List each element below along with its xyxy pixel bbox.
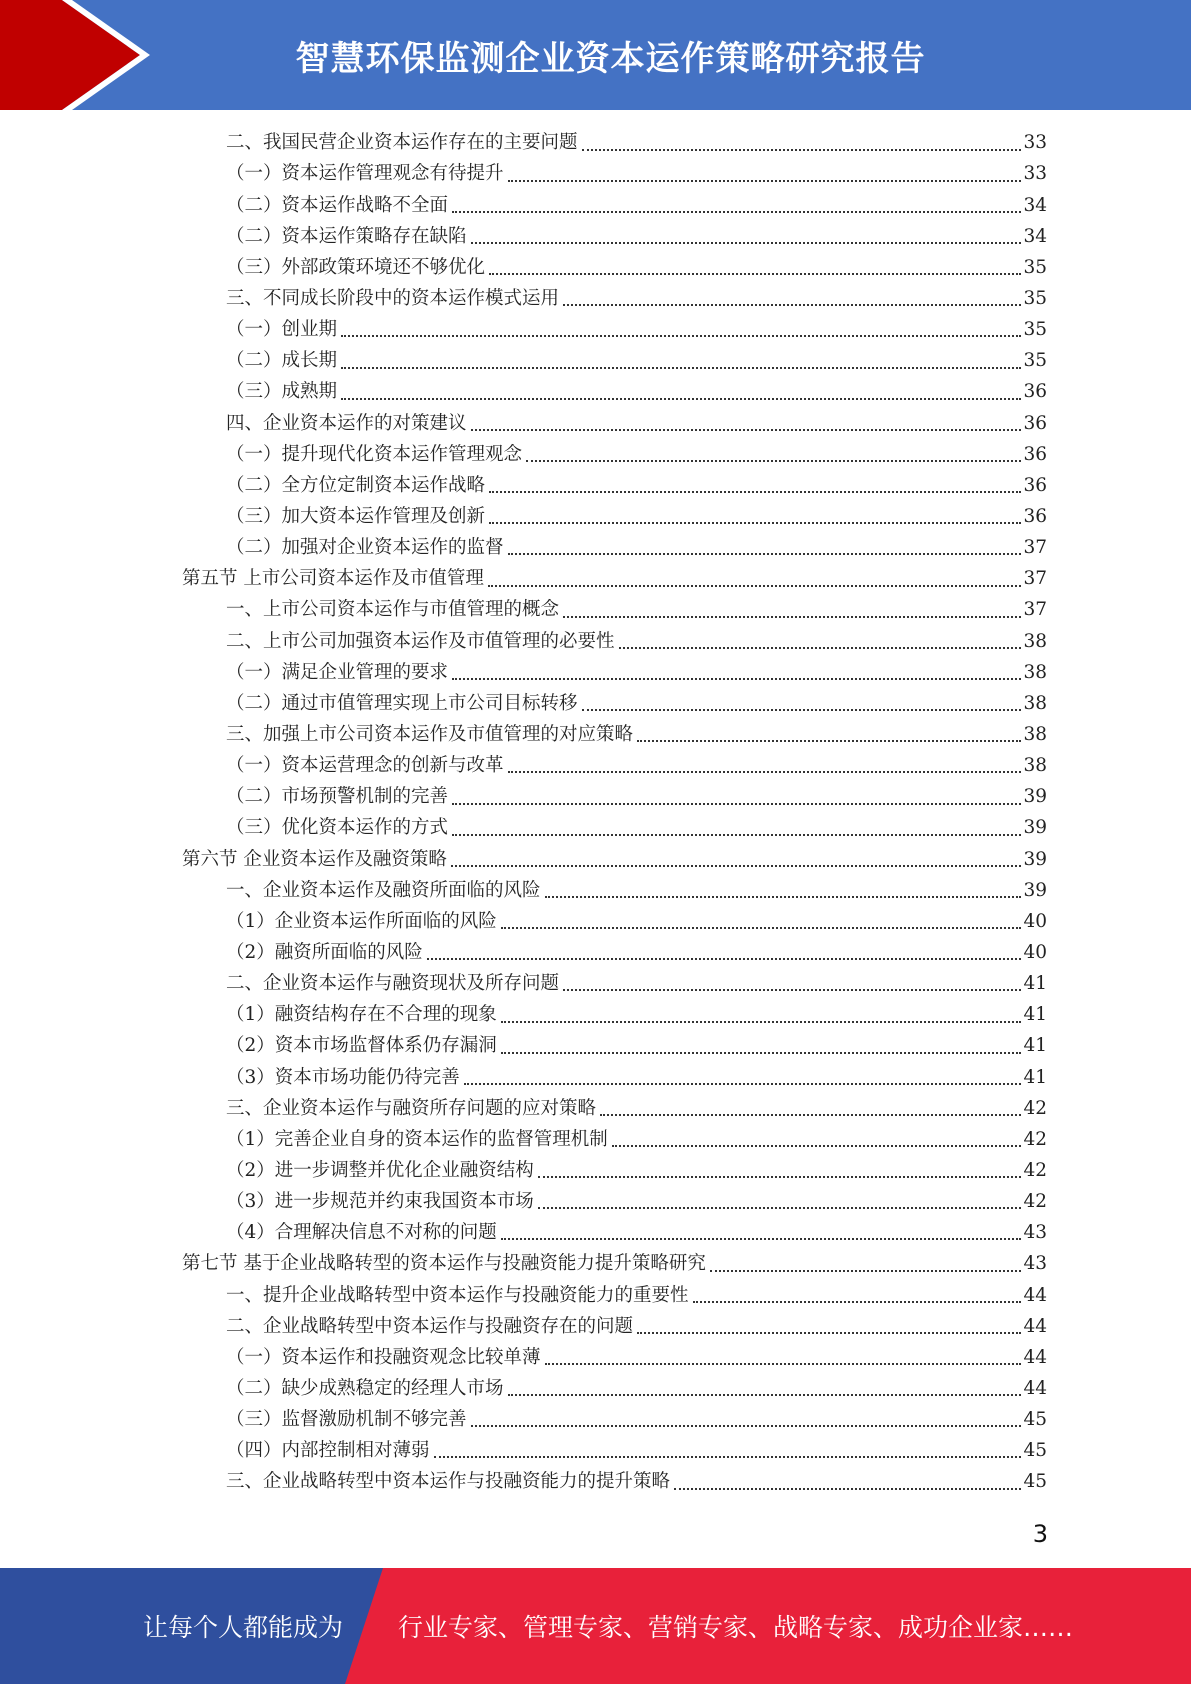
toc-entry[interactable]: [182, 657, 1047, 688]
toc-entry-page: 43: [1023, 1222, 1047, 1244]
toc-entry-page: 43: [1023, 1253, 1047, 1275]
page-header: [0, 0, 1191, 110]
toc-leader-dots: [582, 149, 1022, 151]
toc-entry-page: 39: [1023, 848, 1047, 870]
toc-entry-title: （三）成熟期: [226, 381, 338, 403]
toc-leader-dots: [501, 1052, 1022, 1054]
toc-entry-page: 44: [1023, 1315, 1047, 1337]
toc-leader-dots: [341, 335, 1021, 337]
toc-entry-page: 39: [1023, 786, 1047, 808]
toc-entry-title: （一）资本运营理念的创新与改革: [226, 755, 504, 777]
toc-leader-dots: [452, 211, 1021, 213]
toc-leader-dots: [508, 771, 1022, 773]
toc-entry[interactable]: [182, 128, 1047, 159]
toc-entry-title: （三）监督激励机制不够完善: [226, 1409, 467, 1431]
table-of-contents: [182, 128, 1047, 1498]
toc-entry[interactable]: [182, 1467, 1047, 1498]
toc-entry-page: 38: [1023, 692, 1047, 714]
toc-entry-page: 45: [1023, 1471, 1047, 1493]
toc-entry-page: 44: [1023, 1377, 1047, 1399]
toc-entry-title: （3）进一步规范并约束我国资本市场: [226, 1191, 534, 1213]
toc-entry[interactable]: [182, 439, 1047, 470]
toc-entry-title: 第五节 上市公司资本运作及市值管理: [182, 568, 484, 590]
toc-leader-dots: [489, 273, 1021, 275]
toc-entry[interactable]: [182, 595, 1047, 626]
toc-entry[interactable]: [182, 875, 1047, 906]
toc-entry-title: （二）缺少成熟稳定的经理人市场: [226, 1377, 504, 1399]
toc-leader-dots: [508, 180, 1022, 182]
toc-leader-dots: [501, 1021, 1022, 1023]
toc-entry-title: （1）完善企业自身的资本运作的监督管理机制: [226, 1128, 608, 1150]
toc-leader-dots: [674, 1488, 1021, 1490]
toc-entry-page: 36: [1023, 443, 1047, 465]
toc-entry[interactable]: [182, 284, 1047, 315]
toc-entry-page: 33: [1023, 132, 1047, 154]
toc-entry[interactable]: [182, 533, 1047, 564]
toc-entry-page: 42: [1023, 1128, 1047, 1150]
header-arrow-icon: [0, 0, 150, 110]
toc-leader-dots: [471, 1425, 1022, 1427]
toc-entry-title: 二、企业战略转型中资本运作与投融资存在的问题: [226, 1315, 634, 1337]
toc-entry-page: 45: [1023, 1440, 1047, 1462]
toc-entry[interactable]: [182, 159, 1047, 190]
toc-entry-page: 42: [1023, 1191, 1047, 1213]
toc-entry-page: 44: [1023, 1284, 1047, 1306]
toc-entry-title: 二、我国民营企业资本运作存在的主要问题: [226, 132, 578, 154]
toc-leader-dots: [612, 1145, 1022, 1147]
toc-entry[interactable]: [182, 1031, 1047, 1062]
toc-entry-title: （三）加大资本运作管理及创新: [226, 506, 486, 527]
toc-entry[interactable]: [182, 315, 1047, 346]
toc-leader-dots: [619, 647, 1022, 649]
toc-entry-title: （一）资本运作和投融资观念比较单薄: [226, 1346, 541, 1368]
toc-entry[interactable]: [182, 1062, 1047, 1093]
toc-entry[interactable]: [182, 1436, 1047, 1467]
toc-leader-dots: [501, 927, 1022, 929]
toc-leader-dots: [508, 1394, 1022, 1396]
toc-entry-page: 41: [1023, 1035, 1047, 1057]
toc-leader-dots: [452, 803, 1021, 805]
toc-entry[interactable]: [182, 564, 1047, 595]
toc-entry[interactable]: [182, 844, 1047, 875]
toc-entry-title: （一）满足企业管理的要求: [226, 661, 449, 683]
toc-entry-title: （四）内部控制相对薄弱: [226, 1440, 430, 1462]
toc-entry[interactable]: [182, 1405, 1047, 1436]
toc-leader-dots: [545, 896, 1022, 898]
toc-entry-title: 一、上市公司资本运作与市值管理的概念: [226, 599, 560, 621]
toc-leader-dots: [488, 585, 1022, 587]
toc-entry[interactable]: [182, 1093, 1047, 1124]
toc-entry-page: 39: [1023, 817, 1047, 839]
toc-entry[interactable]: [182, 502, 1047, 533]
toc-entry[interactable]: [182, 1125, 1047, 1156]
toc-entry[interactable]: [182, 346, 1047, 377]
toc-leader-dots: [341, 367, 1021, 369]
toc-entry-page: 40: [1023, 941, 1047, 963]
toc-entry-title: 三、企业战略转型中资本运作与投融资能力的提升策略: [226, 1471, 671, 1493]
toc-leader-dots: [434, 1456, 1022, 1458]
toc-entry[interactable]: [182, 377, 1047, 408]
toc-entry-title: 三、加强上市公司资本运作及市值管理的对应策略: [226, 723, 634, 745]
toc-entry-page: 36: [1023, 381, 1047, 403]
toc-entry[interactable]: [182, 1280, 1047, 1311]
toc-entry[interactable]: [182, 720, 1047, 751]
toc-entry-page: 38: [1023, 661, 1047, 683]
toc-entry-page: 34: [1023, 194, 1047, 216]
toc-entry[interactable]: [182, 1249, 1047, 1280]
page-footer: [0, 1568, 1191, 1684]
toc-leader-dots: [489, 522, 1021, 524]
toc-entry-page: 35: [1023, 350, 1047, 372]
toc-entry[interactable]: [182, 969, 1047, 1000]
toc-leader-dots: [563, 989, 1021, 991]
toc-entry-page: 42: [1023, 1159, 1047, 1181]
toc-entry[interactable]: [182, 1156, 1047, 1187]
toc-entry-page: 38: [1023, 755, 1047, 777]
toc-entry[interactable]: [182, 1218, 1047, 1249]
toc-entry[interactable]: [182, 689, 1047, 720]
toc-entry-page: 34: [1023, 225, 1047, 247]
toc-leader-dots: [563, 304, 1021, 306]
toc-entry[interactable]: [182, 253, 1047, 284]
toc-leader-dots: [464, 1083, 1022, 1085]
toc-entry-title: （二）成长期: [226, 350, 338, 372]
toc-leader-dots: [471, 242, 1022, 244]
toc-leader-dots: [637, 740, 1021, 742]
toc-entry-title: （二）资本运作策略存在缺陷: [226, 225, 467, 247]
toc-entry-page: 35: [1023, 319, 1047, 341]
toc-entry[interactable]: [182, 938, 1047, 969]
toc-entry[interactable]: [182, 751, 1047, 782]
toc-entry[interactable]: [182, 408, 1047, 439]
toc-entry-page: 35: [1023, 288, 1047, 310]
toc-entry-page: 41: [1023, 973, 1047, 995]
toc-entry[interactable]: [182, 1187, 1047, 1218]
toc-leader-dots: [489, 491, 1021, 493]
toc-leader-dots: [600, 1114, 1021, 1116]
toc-entry-page: 44: [1023, 1346, 1047, 1368]
toc-leader-dots: [451, 865, 1022, 867]
toc-leader-dots: [545, 1363, 1022, 1365]
toc-entry[interactable]: [182, 221, 1047, 252]
toc-entry-title: 第六节 企业资本运作及融资策略: [182, 848, 447, 870]
toc-entry-page: 37: [1023, 537, 1047, 559]
toc-entry-title: 四、企业资本运作的对策建议: [226, 412, 467, 434]
toc-entry-page: 38: [1023, 723, 1047, 745]
toc-entry[interactable]: [182, 1374, 1047, 1405]
toc-entry-title: （一）提升现代化资本运作管理观念: [226, 443, 523, 465]
toc-entry-title: （三）外部政策环境还不够优化: [226, 256, 486, 278]
toc-leader-dots: [538, 1176, 1022, 1178]
toc-entry-title: 三、企业资本运作与融资所存问题的应对策略: [226, 1097, 597, 1119]
toc-entry[interactable]: [182, 190, 1047, 221]
toc-leader-dots: [637, 1332, 1021, 1334]
toc-entry-title: （3）资本市场功能仍待完善: [226, 1066, 460, 1088]
toc-entry-title: （2）进一步调整并优化企业融资结构: [226, 1159, 534, 1181]
toc-entry-page: 38: [1023, 630, 1047, 652]
toc-entry-title: （三）优化资本运作的方式: [226, 817, 449, 839]
toc-leader-dots: [563, 616, 1021, 618]
footer-slogan-left: 让每个人都能成为: [143, 1613, 344, 1642]
toc-entry[interactable]: [182, 626, 1047, 657]
toc-entry-page: 37: [1023, 599, 1047, 621]
toc-entry-page: 45: [1023, 1409, 1047, 1431]
toc-entry-title: （二）市场预警机制的完善: [226, 786, 449, 808]
footer-slogan-right: 行业专家、管理专家、营销专家、战略专家、成功企业家……: [398, 1613, 1074, 1642]
toc-entry-title: （4）合理解决信息不对称的问题: [226, 1222, 497, 1244]
document-title: 智慧环保监测企业资本运作策略研究报告: [295, 38, 926, 79]
toc-entry-title: （2）资本市场监督体系仍存漏洞: [226, 1035, 497, 1057]
toc-leader-dots: [693, 1301, 1022, 1303]
toc-leader-dots: [538, 1207, 1022, 1209]
toc-entry-title: （1）融资结构存在不合理的现象: [226, 1004, 497, 1026]
toc-leader-dots: [427, 958, 1022, 960]
toc-entry-page: 36: [1023, 474, 1047, 496]
toc-entry-title: 一、提升企业战略转型中资本运作与投融资能力的重要性: [226, 1284, 689, 1306]
toc-entry-title: （一）资本运作管理观念有待提升: [226, 163, 504, 185]
toc-leader-dots: [582, 709, 1022, 711]
toc-entry-page: 36: [1023, 412, 1047, 434]
toc-entry-title: （二）加强对企业资本运作的监督: [226, 537, 504, 559]
toc-entry-title: 三、不同成长阶段中的资本运作模式运用: [226, 288, 560, 310]
toc-entry[interactable]: [182, 813, 1047, 844]
toc-entry-page: 39: [1023, 879, 1047, 901]
toc-entry-page: 36: [1023, 506, 1047, 527]
toc-leader-dots: [471, 429, 1022, 431]
toc-entry[interactable]: [182, 1342, 1047, 1373]
toc-entry-page: 42: [1023, 1097, 1047, 1119]
toc-leader-dots: [508, 553, 1022, 555]
toc-entry[interactable]: [182, 907, 1047, 938]
toc-leader-dots: [452, 678, 1021, 680]
toc-entry-page: 35: [1023, 256, 1047, 278]
toc-leader-dots: [710, 1270, 1022, 1272]
toc-entry-title: （一）创业期: [226, 319, 338, 341]
toc-entry-title: 第七节 基于企业战略转型的资本运作与投融资能力提升策略研究: [182, 1253, 706, 1275]
toc-entry-title: （二）通过市值管理实现上市公司目标转移: [226, 692, 578, 714]
toc-entry-page: 33: [1023, 163, 1047, 185]
toc-leader-dots: [526, 460, 1021, 462]
toc-entry[interactable]: [182, 1311, 1047, 1342]
toc-entry-title: 二、上市公司加强资本运作及市值管理的必要性: [226, 630, 615, 652]
toc-entry-page: 37: [1023, 568, 1047, 590]
toc-entry-page: 41: [1023, 1004, 1047, 1026]
toc-leader-dots: [501, 1238, 1022, 1240]
toc-entry-page: 40: [1023, 910, 1047, 932]
page-number: 3: [1032, 1520, 1048, 1548]
toc-entry[interactable]: [182, 782, 1047, 813]
toc-entry[interactable]: [182, 1000, 1047, 1031]
toc-entry-page: 41: [1023, 1066, 1047, 1088]
toc-entry-title: （二）全方位定制资本运作战略: [226, 474, 486, 496]
toc-leader-dots: [452, 834, 1021, 836]
toc-leader-dots: [341, 398, 1021, 400]
toc-entry-title: 二、企业资本运作与融资现状及所存问题: [226, 973, 560, 995]
toc-entry-title: （1）企业资本运作所面临的风险: [226, 910, 497, 932]
toc-entry-title: （二）资本运作战略不全面: [226, 194, 449, 216]
toc-entry-title: 一、企业资本运作及融资所面临的风险: [226, 879, 541, 901]
toc-entry-title: （2）融资所面临的风险: [226, 941, 423, 963]
toc-entry[interactable]: [182, 471, 1047, 502]
